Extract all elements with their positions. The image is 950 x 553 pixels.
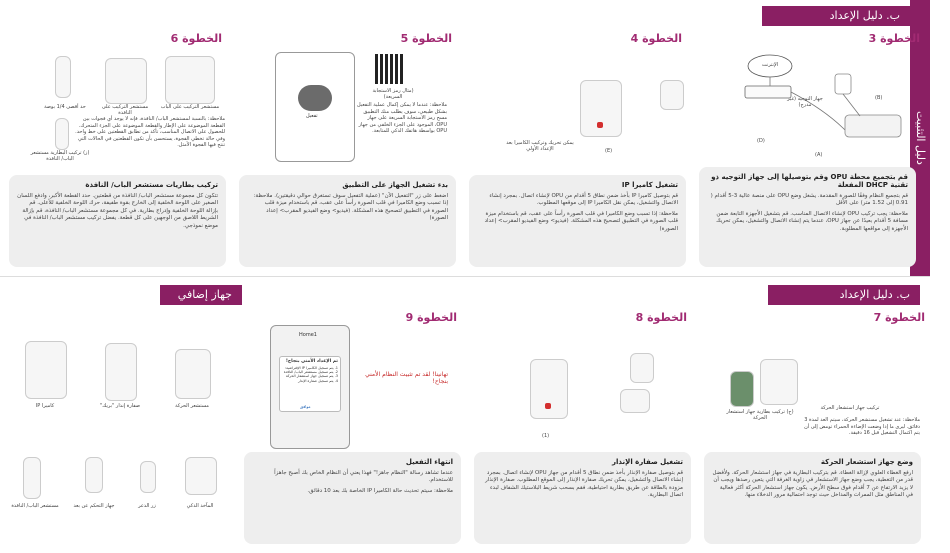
step6-text: تتكون كل مجموعة مستشعر الباب/ النافذة من قطعتين. حدد القطعة الأكبر، وادفع اللسان الصغير على اللوحة الخلفية إلى الخارج بقوة طفيفة، حرك اللوحة الخلفية للأعلى. قم بإزالة اللوحة الخلفية وإدراج بطارية. في كل مجموعة مستشعر الباب/ النافذة، قم بإزالة الشريط اللاصق من الوجهين على كل قطعة. يفضل تركيب مستشعر الباب/ النافذة في موضع نموذجي. [17, 193, 218, 229]
step4-text: قم بتوصيل كاميرا IP بأخذ ضمن نطاق 5 أقدام من OPU لإنشاء اتصال. بمجرد إنشاء الاتصال والتشغيل، يمكن نقل الكاميرا IP إلى موقعها المطلوب. [489, 193, 678, 207]
window-sensor-caption: مستشعر التركيب على النافذة [101, 104, 149, 116]
step8-title: تشغيل صفارة الإنذار [612, 458, 683, 466]
phone-mockup [275, 52, 355, 162]
cloud-icon [298, 85, 332, 111]
camera-mount-caption: يمكن تحريك وتركيب الكاميرا بعد الإعداد الأولي [506, 140, 574, 152]
bottom-left-banner-title: جهاز إضافي [177, 288, 232, 301]
step6-textbox [9, 175, 226, 267]
dialog-ok-button[interactable]: موافق [300, 404, 311, 409]
motion-battery-caption: (ح) تركيب بطارية جهاز استشعار الحركة [726, 409, 794, 421]
battery-install-icon [55, 118, 69, 150]
step5-title: بدء تشغيل الجهاز على التطبيق [342, 181, 448, 189]
top-row [0, 0, 930, 276]
step9-textbox [244, 452, 461, 544]
step4-illustration [465, 40, 690, 170]
extra-remote-label: جهاز التحكم عن بعد [73, 503, 115, 509]
gap-caption: حد أقصى 1/4 بوصة [44, 104, 86, 110]
step5-label: الخطوة 5 [400, 32, 452, 45]
step7-label: الخطوة 7 [873, 311, 925, 324]
dialog-title: تم الإعداد الأمني بنجاح! [285, 359, 338, 364]
step3-note: ملاحظة: يجب تركيب OPU لإنشاء الاتصال المناسب. قم بتشغيل الأجهزة التابعة ضمن مسافة 5 أقدام بعيدًا عن جهاز OPU، عندما يتم إنشاء الاتصال والتشغيل، يمكن تحريك الأجهزة إلى مواقعها المطلوبة. [716, 210, 908, 232]
extra-camera-icon [25, 341, 67, 399]
step3-text: قم بتجميع النظام وفقًا للصورة المقدمة. يشغل وضع OPU على منصة عالية 3-5 أقدام ( 0.91 إلى 1.52 متر) على الأقل [710, 193, 908, 207]
callout-a: (A) [815, 152, 823, 158]
step6-label: الخطوة 6 [170, 32, 222, 45]
step9-title: انتهاء التفعيل [405, 458, 453, 466]
battery-caption: (ز) تركيب البطارية مستشعر الباب/ النافذة [30, 150, 90, 162]
success-message: تهانينا! لقد تم تثبيت النظام الأمني بنجاح! [365, 371, 448, 385]
phone-activate-label: تفعيل [306, 113, 318, 119]
extra-siren-icon [105, 343, 137, 401]
step4-note: ملاحظة: إذا تسبب وضع الكاميرا في قلب الصورة رأساً على عقب، قم باستخدام ميزة قلب الصورة في التطبيق لتصحيح هذه المشكلة. (فيديو> وضع الفيديو المقرب> إعداد الصورة) [484, 210, 678, 232]
step8-label: الخطوة 8 [635, 311, 687, 324]
extra-camera-label: كاميرا IP [35, 403, 55, 409]
siren-icon [530, 359, 568, 419]
siren-logo-icon [545, 403, 551, 409]
step4-textbox [469, 175, 686, 267]
step3-illustration [695, 40, 920, 170]
step9-note: ملاحظة: سيتم تحديث حالة الكاميرا IP الخاصة بك بعد 10 دقائق. [307, 487, 453, 494]
top-banner-title: ب. دليل الإعداد [829, 9, 900, 22]
step4-label: الخطوة 4 [630, 32, 682, 45]
extra-motion-label: مستشعر الحركة [175, 403, 209, 409]
extra-remote-icon [85, 457, 103, 493]
sidebar-title: دليل التثبيت [914, 111, 927, 165]
extra-door-sensor-icon [23, 457, 41, 499]
step6-panel [5, 26, 230, 271]
step9-label: الخطوة 9 [405, 311, 457, 324]
bottom-left-banner [160, 285, 242, 305]
door-sensor-caption: مستشعر التركيب على الباب [160, 104, 220, 110]
step6-gap-note: ملاحظة: بالنسبة لمستشعر الباب/ النافذة، فإنه لا يوجد أي فجوات بين القطعة الموضوعة على الإطار والقطعة الموضوعة على الجزء المتحرك. للحصول على الاتصال المناسب، تأكد من تطابق القطعتين على خط واحد. وفي حالة تخطي الفجوة، يستحسن بأن تكون القطعتين في الحالات التي تنتج فيها الفجوة الأمثل. [75, 116, 225, 148]
extra-siren-label: صفارة إنذار "بريك" [99, 403, 141, 409]
step7-panel [700, 303, 925, 548]
extra-door-sensor-label: مستشعر الباب/ النافذة [11, 503, 59, 509]
motion-battery-icon [730, 371, 754, 407]
phone-mockup-success [270, 325, 350, 449]
step8-illustration [470, 317, 695, 447]
door-sensor-icon [55, 56, 71, 98]
step6-title: تركيب بطاريات مستشعر الباب/ النافذة [85, 181, 218, 189]
callout-b: (B) [875, 95, 883, 101]
qr-code-icon [375, 54, 405, 84]
bottom-right-banner-title: ب. دليل الإعداد [839, 288, 910, 301]
top-banner [762, 6, 910, 26]
step5-text: اضغط على زر "التفعيل الآن" (عملية التفعيل سوف تستغرق حوالي دقيقتين). ملاحظة: إذا تسبب وضع الكاميرا في قلب الصورة رأساً على عقب، قم باستخدام ميزة قلب الصورة في التطبيق لتصحيح هذه المشكلة. (فيديو> وضع الفيديو المقرب> إعداد الصورة) [253, 193, 448, 222]
bottom-right-banner [768, 285, 920, 305]
step7-text: ارفع الغطاء العلوي لإزالة الغطاء. قم بتركيب البطارية في جهاز استشعار الحركة. ولأفضل قدر من التغطية، يجب وضع جهاز الاستشعار في زاوية الغرفة التي يتعين رصدها ويجب أن لا يزيد الارتفاع عن 7 أقدام فوق سطح الأرض. يكون جهاز استشعار الحركة أكثر فعالية في المناطق مثل الممرات والمداخل حيث توجد احتمالية مرور الدخلاء منها. [712, 470, 913, 499]
extra-devices-panel [5, 303, 230, 548]
phone-home-title: Home1 [299, 332, 317, 338]
step5-qr-note: ملاحظة: عندما لا يمكن إكمال عملية التفعيل بشكل طبيعي، سوف يطلب منك التطبيق مسح رمز الاستجابة السريعة على جهاز OPU، الموجود على الجزء الخلفي من جهاز OPU بواسطة هاتفك الذكي للمتابعة. [357, 102, 447, 134]
extra-device-grid [5, 321, 230, 541]
success-dialog [279, 356, 341, 412]
step5-textbox [239, 175, 456, 267]
wall-outlet-icon [660, 80, 684, 110]
step9-illustration [240, 317, 465, 467]
extra-panic-icon [140, 461, 156, 493]
step4-title: تشغيل كاميرا IP [621, 181, 678, 189]
step9-text: عندما تشاهد رسالة "النظام جاهز!" فهذا يعني أن النظام الخاص بك أصبح جاهزاً للاستخدام. [274, 470, 453, 484]
step4-panel [465, 26, 690, 271]
bottom-row [0, 277, 930, 553]
siren-adapter-icon [620, 389, 650, 413]
extra-motion-icon [175, 349, 211, 399]
step5-illustration [235, 40, 460, 170]
router-label: جهاز التوجيه (غير مدرج) [787, 96, 823, 108]
step3-textbox [699, 167, 916, 267]
step3-title: قم بتجميع محطة OPU وقم بتوصيلها إلى جهاز التوجيه ذو تقنية DHCP المفعلة [711, 173, 908, 189]
motion-install-caption: تركيب جهاز استشعار الحركة [820, 405, 880, 411]
door-frame-icon [105, 58, 147, 104]
dialog-body: 1. يتم تسجيل الكاميرا IP الإفتراضية: 2. يتم تسجيل مستشعر الباب/ النافذة 3. يتم تسجيل جهاز استشعار الحركة 4. يتم تسجيل صفارة الإنذار [283, 366, 338, 383]
callout-d: (D) [757, 138, 765, 144]
internet-cloud-label: الإنترنت [761, 62, 779, 68]
window-frame-icon [165, 56, 215, 104]
step8-textbox [474, 452, 691, 544]
camera-logo-icon [597, 122, 603, 128]
extra-plug-icon [185, 457, 217, 495]
ip-camera-icon [580, 80, 622, 137]
callout-1: (1) [542, 433, 550, 439]
step7-title: وضع جهاز استشعار الحركة [820, 458, 913, 466]
step6-illustration [5, 40, 230, 170]
extra-plug-label: المآخذ الذكي [186, 503, 214, 509]
motion-sensor-icon [760, 359, 798, 405]
step5-panel [235, 26, 460, 271]
step8-panel [470, 303, 695, 548]
step7-illustration [700, 317, 925, 447]
step3-panel [695, 26, 920, 271]
step3-label: الخطوة 3 [868, 32, 920, 45]
siren-outlet-icon [630, 353, 654, 383]
step7-textbox [704, 452, 921, 544]
step9-panel [240, 303, 465, 548]
step8-text: قم بتوصيل صفارة الإنذار بأخذ ضمن نطاق 5 أقدام من جهاز OPU لإنشاء اتصال. بمجرد إنشاء الاتصال والتشغيل، يمكن تحريك صفارة الإنذار إلى الموقع المطلوب. صفارة الإنذار مزودة بالطاقة عن طريق بطارية احتياطية، فقم بسحب شريط البلاستيك الشفاف لبدء اتصال البطارية. [485, 470, 683, 499]
step7-note: ملاحظة: عند تشغيل مستشعر الحركة، سيتم العد لمدة 3 دقائق. ليرى ما إذا وضعت الإضاءة الحمراء تومض إلى أن يتم اكتمال التشغيل قبل 16 دقيقة. [804, 417, 920, 436]
extra-panic-label: زر الذعر [138, 503, 156, 509]
qr-caption: (مثال رمز الاستجابة السريعة) [372, 88, 414, 100]
callout-e: (E) [605, 148, 613, 154]
